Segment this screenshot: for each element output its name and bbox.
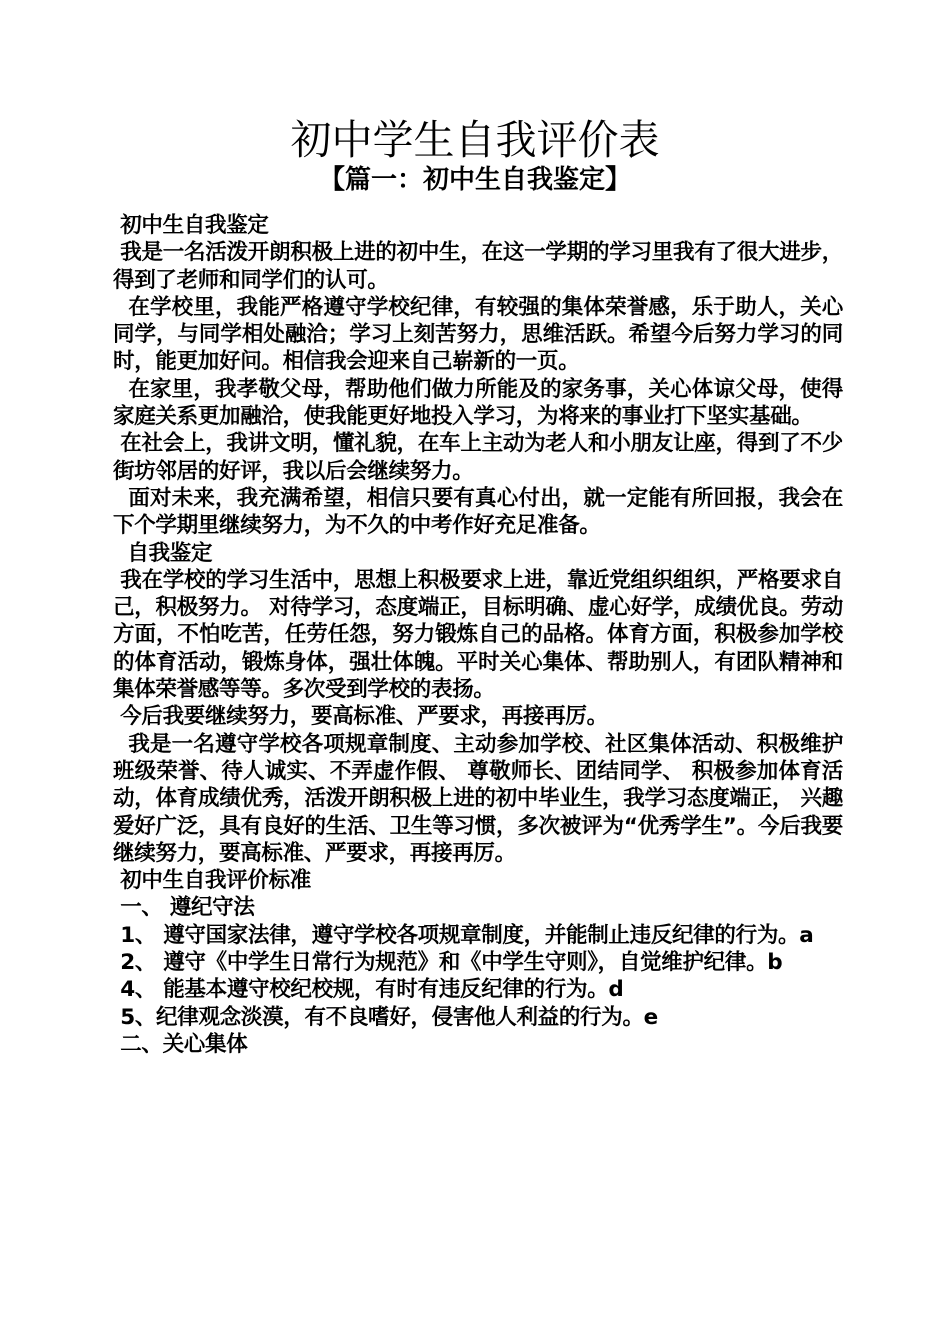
paragraph: 在学校里，我能严格遵守学校纪律，有较强的集体荣誉感，乐于助人，关心同学，与同学相处融洽；学习上刻苦努力，思维活跃。希望今后努力学习的同时，能更加好问。相信我会迎来自己崭新的一页。 [113,294,843,375]
list-item: 1、 遵守国家法律，遵守学校各项规章制度，并能制止违反纪律的行为。a [113,922,814,948]
paragraph: 我是一名活泼开朗积极上进的初中生，在这一学期的学习里我有了很大进步，得到了老师和同学们的认可。 [113,240,843,293]
paragraph: 我在学校的学习生活中，思想上积极要求上进，靠近党组织组织，严格要求自己，积极努力。 对待学习，态度端正，目标明确、虚心好学，成绩优良。劳动方面，不怕吃苦，任劳任怨，努力锻炼自己的品格。体育方面，积极参加学校的体育活动，锻炼身体，强壮体魄。平时关心集体、帮助别人，有团队精神和集体荣誉感等等。多次受到学校的表扬。 [113,567,843,703]
document-body [113,212,843,1058]
paragraph: 在社会上，我讲文明，懂礼貌，在车上主动为老人和小朋友让座，得到了不少街坊邻居的好评，我以后会继续努力。 [113,431,843,484]
section-heading: 二、关心集体 [113,1031,248,1057]
section-heading: 一、 遵纪守法 [113,895,255,921]
list-item: 4、 能基本遵守校纪校规，有时有违反纪律的行为。d [113,977,624,1003]
paragraph: 今后我要继续努力，要高标准、严要求，再接再厉。 [113,704,608,730]
section-heading: 初中生自我鉴定 [113,213,269,238]
paragraph: 我是一名遵守学校各项规章制度、主动参加学校、社区集体活动、积极维护班级荣誉、待人诚实、不弄虚作假、 尊敬师长、团结同学、 积极参加体育活动，体育成绩优秀，活泼开朗积极上进的初中毕业生，我学习态度端正， 兴趣爱好广泛，具有良好的生活、卫生等习惯，多次被评为“优秀学生”。今后我要继续努力，要高标准、严要求，再接再厉。 [113,731,843,866]
document-title: 初中学生自我评价表 [290,116,660,164]
paragraph: 在家里，我孝敬父母，帮助他们做力所能及的家务事，关心体谅父母，使得家庭关系更加融洽，使我能更好地投入学习，为将来的事业打下坚实基础。 [113,376,843,430]
list-item: 2、 遵守《中学生日常行为规范》和《中学生守则》，自觉维护纪律。b [113,950,783,976]
section-heading: 自我鉴定 [113,540,213,566]
section-heading: 初中生自我评价标准 [113,868,311,894]
paragraph: 面对未来，我充满希望，相信只要有真心付出，就一定能有所回报，我会在下个学期里继续努力，为不久的中考作好充足准备。 [113,485,843,539]
document-subtitle: 【篇一：初中生自我鉴定】 [318,165,631,195]
list-item: 5、纪律观念淡漠，有不良嗜好，侵害他人利益的行为。e [113,1004,658,1030]
